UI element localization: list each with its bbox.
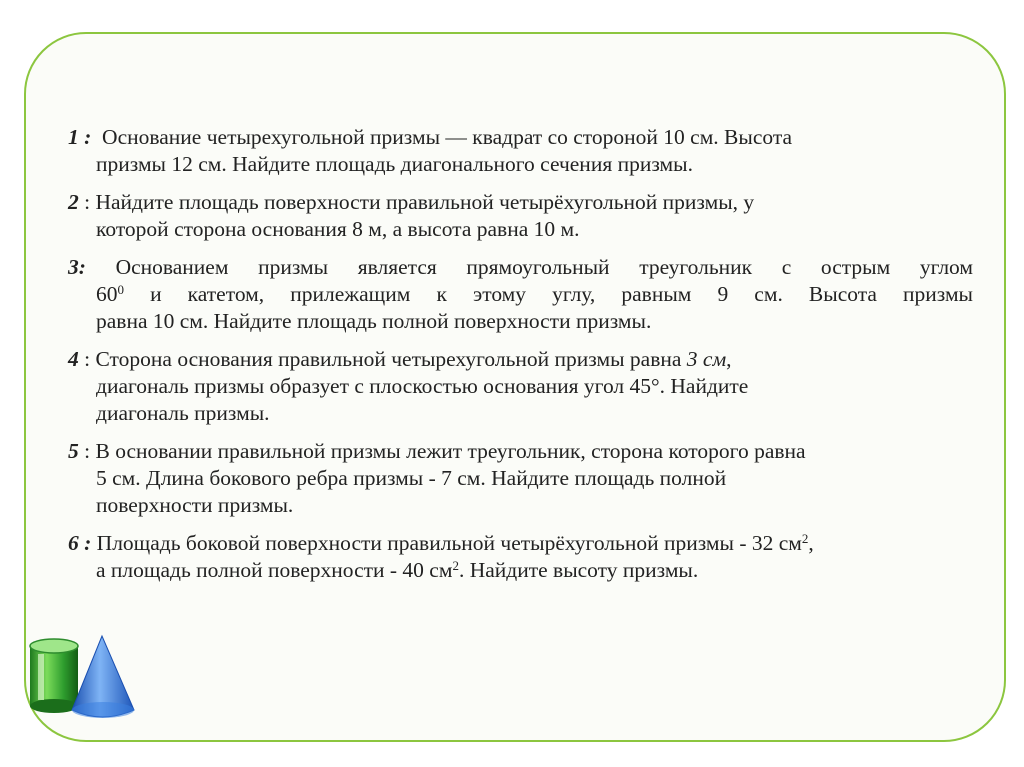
task-text: Основание четырехугольной призмы — квадрат со стороной 10 см. Высота <box>102 125 793 149</box>
task-text: , <box>808 531 814 555</box>
task-text: В основании правильной призмы лежит треугольник, сторона которого равна <box>95 439 806 463</box>
task-text: а площадь полной поверхности - 40 см <box>96 558 453 582</box>
task-text: поверхности призмы. <box>96 493 294 517</box>
task-3 <box>68 254 973 335</box>
task-text: равна 10 см. Найдите площадь полной поверхности призмы. <box>96 309 652 333</box>
square-superscript: 2 <box>452 558 459 573</box>
task-text: диагональ призмы образует с плоскостью основания угол 45°. Найдите <box>96 374 749 398</box>
task-text: , <box>726 347 732 371</box>
task-text: Основанием призмы является прямоугольный треугольник с острым углом <box>115 255 973 279</box>
square-superscript: 2 <box>801 531 809 546</box>
task-text: Найдите площадь поверхности правильной четырёхугольной призмы, у <box>95 190 755 214</box>
tasks-list <box>68 124 973 595</box>
task-number: 1 : <box>68 125 92 149</box>
cylinder-shape <box>30 639 78 713</box>
task-value: 3 см <box>686 347 727 371</box>
task-number: 4 <box>68 347 79 371</box>
task-number: 3: <box>68 255 86 279</box>
task-text: и катетом, прилежащим к этому углу, равным 9 см. Высота призмы <box>124 282 973 306</box>
task-5 <box>68 438 973 519</box>
task-separator: : <box>84 190 91 214</box>
task-6 <box>68 530 973 584</box>
task-text: Сторона основания правильной четырехугольной призмы равна <box>95 347 687 371</box>
task-text: 5 см. Длина бокового ребра призмы - 7 см. Найдите площадь полной <box>96 466 727 490</box>
task-2 <box>68 189 973 243</box>
task-separator: : <box>84 439 91 463</box>
task-text: 60 <box>96 282 118 306</box>
cone-shape <box>72 636 134 718</box>
task-text: Площадь боковой поверхности правильной четырёхугольной призмы - 32 см <box>96 531 802 555</box>
cylinder-cone-icon <box>24 632 144 722</box>
task-text: призмы 12 см. Найдите площадь диагонального сечения призмы. <box>96 152 693 176</box>
task-text: диагональ призмы. <box>96 401 270 425</box>
task-number: 6 : <box>68 531 92 555</box>
task-4 <box>68 346 973 427</box>
task-number: 5 <box>68 439 79 463</box>
task-number: 2 <box>68 190 79 214</box>
task-text: . Найдите высоту призмы. <box>458 558 699 582</box>
task-text: которой сторона основания 8 м, а высота равна 10 м. <box>96 217 580 241</box>
degree-superscript: 0 <box>117 282 124 297</box>
task-1 <box>68 124 973 178</box>
task-separator: : <box>84 347 91 371</box>
